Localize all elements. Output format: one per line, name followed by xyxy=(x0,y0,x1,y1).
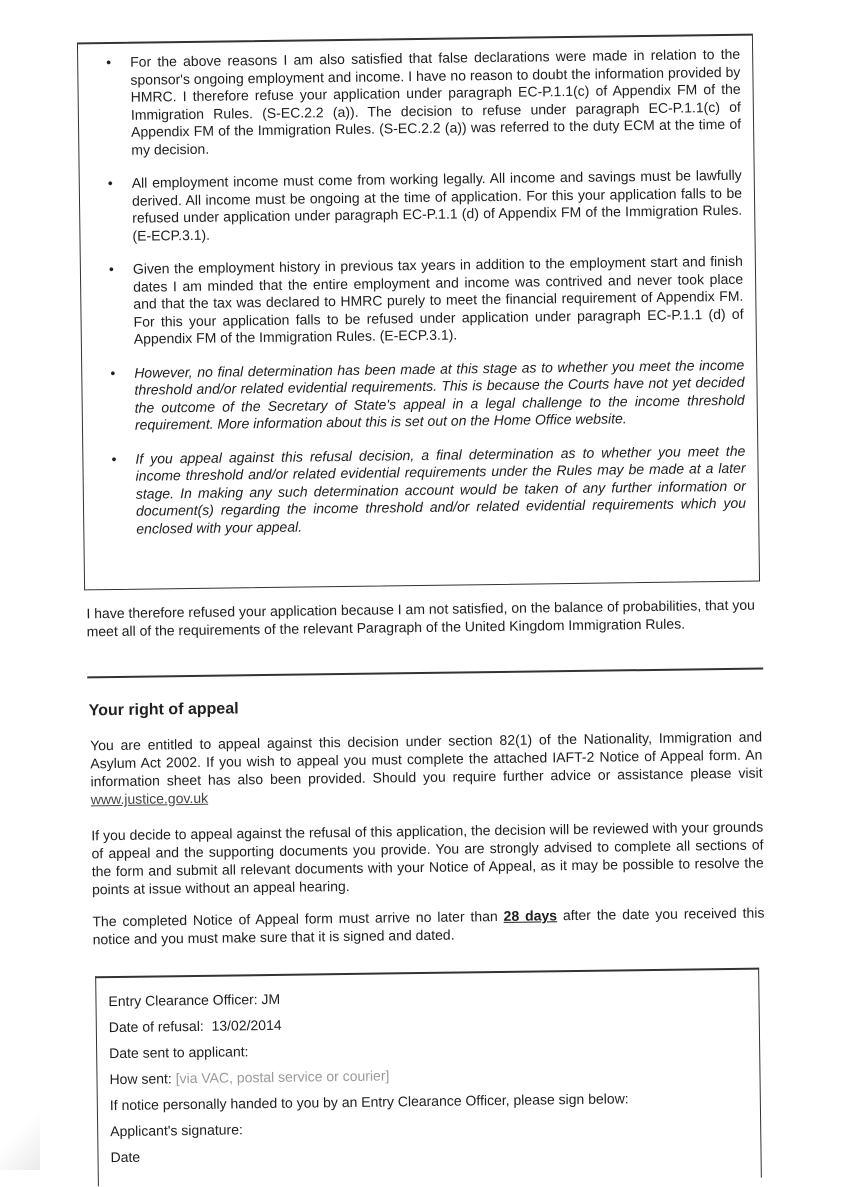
reasons-box xyxy=(77,34,760,591)
deadline-text-before: The completed Notice of Appeal form must arrive no later than xyxy=(92,907,504,930)
appeal-heading: Your right of appeal xyxy=(88,700,239,720)
reason-item-future-determination: • If you appeal against this refusal decision, a final determination as to whether you meet the income threshold and/or related evidential requirements under the Rules may be made at a later stage. In making any such determination account would be taken of any further information or document(s) regarding the income threshold and/or related evidential requirements which you enclosed with your appeal. xyxy=(83,442,746,538)
deadline-emphasis: 28 days xyxy=(503,907,558,924)
refusal-conclusion: I have therefore refused your application because I am not satisfied, on the balance of probabilities, that you meet all of the requirements of the relevant Paragraph of the United Kingdom Immigration Rules. xyxy=(86,596,755,640)
refusal-date-line xyxy=(109,1010,759,1037)
personal-notice-line: If notice personally handed to you by an Entry Clearance Officer, please sign below: xyxy=(109,1090,629,1114)
date-sent-line: Date sent to applicant: xyxy=(109,1043,249,1062)
decision-details-box xyxy=(95,968,762,1187)
appeal-entitlement-text: You are entitled to appeal against this decision under section 82(1) of the Nationality, Immigration and Asylum Act 2002. If you wish to appeal you must complete the attached IAFT-2 Notice of Appeal form. An information sheet has also been provided. Should you require further advice or assistance please visit xyxy=(90,728,763,790)
signature-date-line: Date xyxy=(110,1148,141,1166)
justice-website-link[interactable]: www.justice.gov.uk xyxy=(90,789,209,808)
reason-item-no-final-determination: • However, no final determination has been made at this stage as to whether you meet the income threshold and/or related evidential requirements. This is because the Courts have not yet decided the outcome of the Secretary of State's appeal in a legal challenge to the income threshold requirement. More information about this is set out on the Home Office website. xyxy=(82,356,745,435)
how-sent-label: How sent: xyxy=(109,1070,172,1088)
reason-item-employment-history: • Given the employment history in previous tax years in addition to the employment start and finish dates I am minded that the entire employment and income was contrived and never took place and that the tax was declared to HMRC purely to meet the financial requirement of Appendix FM. For this your application falls to be refused under application under paragraph EC-P.1.1 (d) of Appendix FM of the Immigration Rules. (E-ECP.3.1). xyxy=(81,253,744,349)
appeal-paragraph-review: If you decide to appeal against the refusal of this application, the decision will be reviewed with your grounds of appeal and the supporting documents you provide. You are strongly advised to complete all sections of the form and submit all relevant documents with your Notice of Appeal, as it may be possible to resolve the points at issue without an appeal hearing. xyxy=(91,818,764,898)
officer-line: Entry Clearance Officer: JM xyxy=(108,990,281,1010)
scan-shadow xyxy=(0,1110,40,1170)
reason-item-sponsor-false-declarations: • For the above reasons I am also satisfied that false declarations were made in relation to the sponsor's ongoing employment and income. I have no reason to doubt the information provided by HMRC. I therefore refuse your application under paragraph EC-P.1.1(c) of Appendix FM of the Immigration Rules. (S-EC.2.2 (a)). The decision to refuse under paragraph EC-P.1.1(c) of Appendix FM of the Immigration Rules. (S-EC.2.2 (a)) was referred to the duty ECM at the time of my decision. xyxy=(78,46,741,160)
how-sent-value: [via VAC, postal service or courier] xyxy=(175,1067,390,1087)
appeal-paragraph-entitlement xyxy=(90,728,763,809)
reasons-list xyxy=(78,36,758,539)
section-divider xyxy=(87,668,763,679)
how-sent-line xyxy=(109,1062,759,1089)
appeal-paragraph-deadline xyxy=(92,904,764,949)
refusal-date-value: 13/02/2014 xyxy=(211,1016,282,1034)
reason-item-legal-income: • All employment income must come from working legally. All income and savings must be lawfully derived. All income must be ongoing at the time of application. For this your application falls to be refused under application under paragraph EC-P.1.1 (d) of Appendix FM of the Immigration Rules. (E-ECP.3.1). xyxy=(80,167,743,246)
deadline-text-after: after the date you received this notice and you must make sure that it is signed and dated. xyxy=(92,904,765,948)
applicant-signature-line: Applicant's signature: xyxy=(110,1121,243,1140)
refusal-date-label: Date of refusal: xyxy=(108,1017,204,1036)
